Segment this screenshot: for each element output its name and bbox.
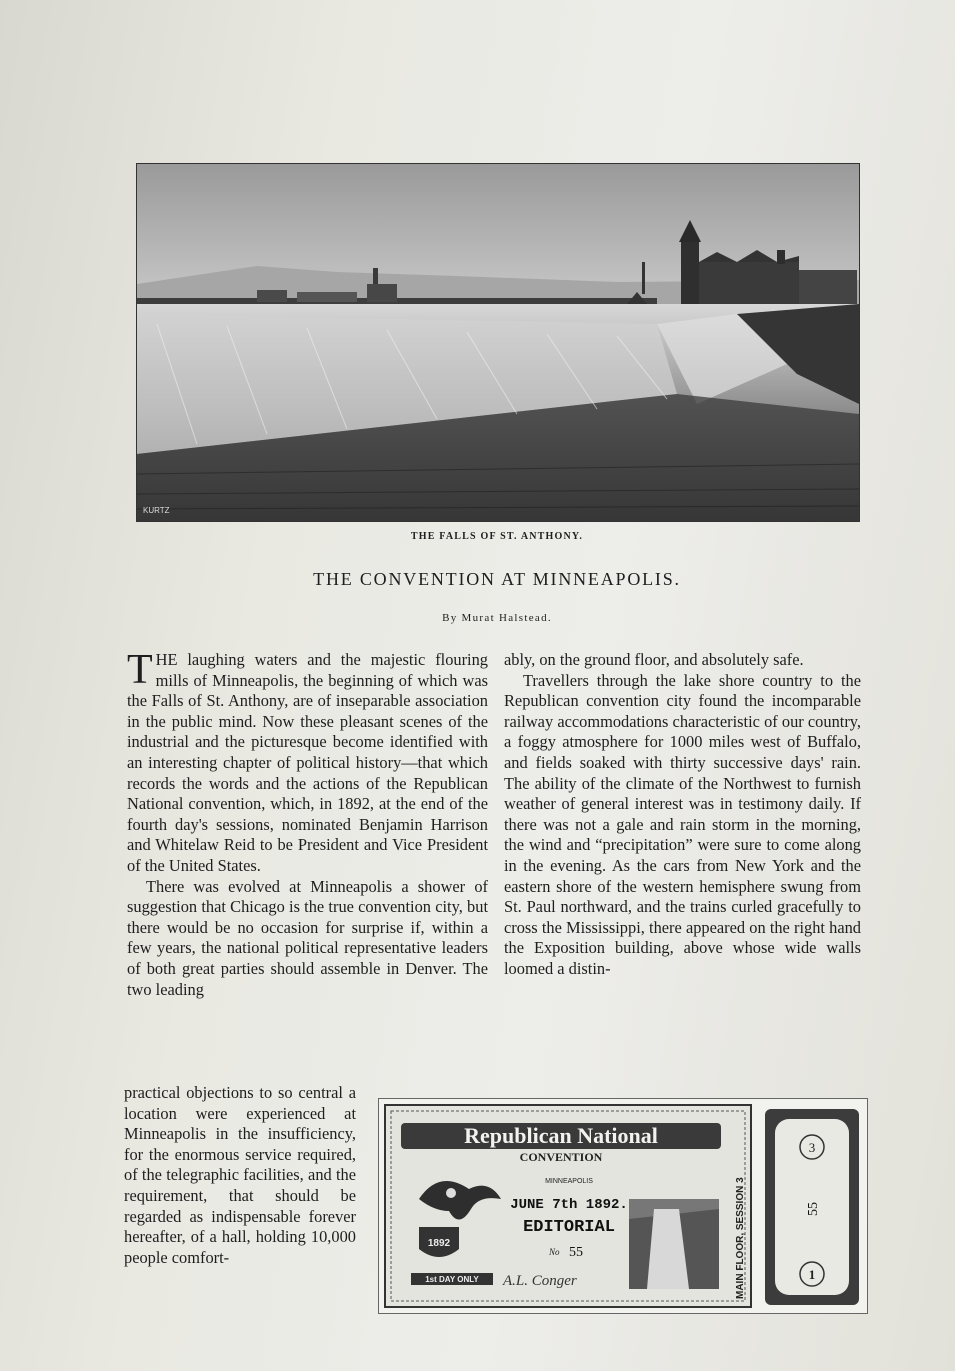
ticket-banner: Republican National <box>464 1123 658 1148</box>
stub-top-number: 3 <box>808 1140 816 1155</box>
ticket-day-label: 1st DAY ONLY <box>425 1275 479 1284</box>
convention-ticket <box>378 1098 868 1314</box>
ticket-illustration <box>379 1099 867 1313</box>
paragraph-4: Travellers through the lake shore country to the Republican convention city found the incomparable railway accommodations characteristic of our country, a foggy atmosphere for 1000 miles west of Buffalo, and fields soaked with thirty successive days' rain. The ability of the climate of the Northwest to furnish weather of general interest was in testimony daily. If there was not a gale and rain storm in the morning, the wind and “precipitation” were sure to come along in the evening. As the cars from New York and the eastern shore of the western hemisphere swung from St. Paul northward, and the trains curled gracefully to cross the Mississippi, there appeared on the right hand the Exposition building, above whose wide walls loomed a distin- <box>504 670 861 978</box>
seal-icon <box>419 1227 459 1257</box>
photo-caption: THE FALLS OF ST. ANTHONY. <box>410 531 584 542</box>
falls-vignette <box>629 1199 719 1289</box>
photo-credit: KURTZ <box>143 506 170 515</box>
ticket-no-prefix: No <box>549 1247 560 1257</box>
ticket-city: MINNEAPOLIS <box>545 1178 593 1185</box>
falls-illustration <box>137 164 859 521</box>
paragraph-2-continued: practical objections to so central a location were experienced at Minneapolis in the insufficiency, for the enormous service required, of the telegraphic facilities, and the requirement, that should be regarded as indispensable forever hereafter, of a hall, holding 10,000 people comfort- <box>124 1083 356 1267</box>
stub-bottom-number: 1 <box>808 1267 816 1282</box>
paragraph-2: There was evolved at Minneapolis a shower of suggestion that Chicago is the true convention city, but there would be no occasion for surprise if, within a few years, the national political representative leaders of both great parties should assemble in Denver. The two leading <box>127 876 488 999</box>
ticket-seal-year: 1892 <box>427 1238 451 1249</box>
ticket-date: JUNE 7th 1892. <box>510 1197 628 1213</box>
ticket-type: EDITORIAL <box>523 1218 615 1237</box>
article-byline: By Murat Halstead. <box>442 612 552 624</box>
left-column-continued <box>124 1083 356 1268</box>
left-column <box>127 647 488 1000</box>
paragraph-1 <box>127 647 488 877</box>
drop-cap: T <box>127 647 153 693</box>
falls-photograph <box>136 163 860 522</box>
ticket-side-text: MAIN FLOOR, SESSION 3 <box>735 1177 746 1299</box>
paragraph-3: ably, on the ground floor, and absolutely safe. <box>504 650 804 669</box>
stub-number: 55 <box>806 1202 821 1216</box>
ticket-number: 55 <box>569 1245 583 1260</box>
paragraph-1-text: HE laughing waters and the majestic flouring mills of Minneapolis, the beginning of which was the Falls of St. Anthony, are of inseparable association in the public mind. Now these pleasant scenes of the industrial and the picturesque become identified with an interesting chapter of political history—that which records the words and the actions of the Republican National convention, which, in 1892, at the end of the fourth day's sessions, nominated Benjamin Harrison and Whitelaw Reid to be President and Vice President of the United States. <box>127 650 488 875</box>
ticket-signature: A.L. Conger <box>503 1273 577 1289</box>
ticket-subbanner: CONVENTION <box>519 1150 603 1164</box>
article-title: THE CONVENTION AT MINNEAPOLIS. <box>313 569 681 589</box>
right-column <box>504 650 861 980</box>
